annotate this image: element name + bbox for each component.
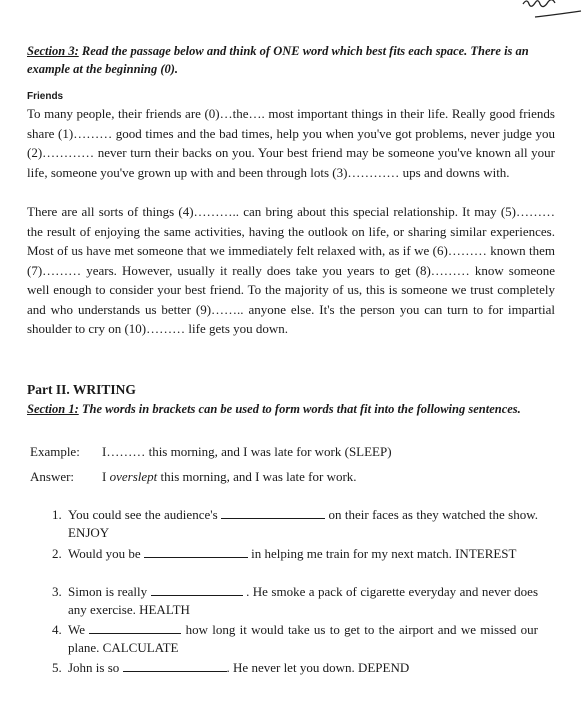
question-number: 4. — [52, 622, 62, 637]
passage-paragraph-1: To many people, their friends are (0)…the…. most important things in their life. Really good friends share (1)……… good times and the bad times, help you when you've got problems, never judge you (2)………… never turn their backs on you. Your best friend may be someone you've known all your life, someone you've grown up with and been through lots (3)………… ups and downs with. — [27, 106, 555, 180]
section1-label: Section 1: — [27, 402, 79, 416]
example-label: Example: — [30, 444, 80, 459]
answer-pre: I — [102, 469, 110, 484]
question-text-before: Would you be — [68, 546, 144, 561]
question-3 — [52, 583, 538, 619]
answer-blank[interactable] — [151, 584, 243, 596]
answer-blank[interactable] — [221, 507, 325, 519]
section1-heading — [27, 400, 557, 418]
question-5 — [52, 659, 538, 677]
question-text-after: . He never let you down. DEPEND — [226, 660, 410, 675]
part2-heading: Part II. WRITING — [27, 382, 136, 397]
answer-post: this morning, and I was late for work. — [157, 469, 357, 484]
answer-blank[interactable] — [89, 622, 181, 634]
example-row — [30, 444, 392, 460]
passage-title: Friends — [27, 91, 64, 102]
answer-blank[interactable] — [144, 546, 248, 558]
answer-word: overslept — [109, 469, 158, 484]
question-number: 2. — [52, 546, 62, 561]
question-1 — [52, 506, 538, 542]
question-text-before: You could see the audience's — [68, 507, 222, 522]
question-number: 3. — [52, 584, 62, 599]
section3-instruction: Read the passage below and think of ONE word which best fits each space. There is an example at the beginning (0). — [27, 44, 529, 76]
answer-row — [30, 469, 357, 485]
answer-label: Answer: — [30, 469, 75, 484]
question-number: 1. — [52, 507, 62, 522]
section3-heading — [27, 42, 557, 78]
pen-scribble-mark — [503, 0, 583, 22]
question-text-after: how long it would take us to get to the airport and we missed our plane. CALCULATE — [68, 622, 539, 655]
question-4 — [52, 621, 538, 657]
section1-instruction: The words in brackets can be used to form words that fit into the following sentences. — [78, 402, 521, 416]
example-text: I……… this morning, and I was late for work (SLEEP) — [102, 444, 392, 459]
passage-paragraph-2: There are all sorts of things (4)……….. can bring about this special relationship. It may (5)……… the result of enjoying the same activities, having the outlook on life, or sharing similar experiences. Most of us have met someone that we immediately felt relaxed with, as if we (6)……… known them (7)……… years. However, usually it really does take you years to get (8)……… know someone well enough to consider your best friend. To the majority of us, this is someone we trust completely and who understands us better (9)…….. anyone else. It's the person you can turn to for impartial shoulder to cry on (10)……… life gets you down. — [27, 204, 555, 336]
question-text-after: on their faces as they watched the show. ENJOY — [68, 507, 539, 540]
question-text-after: in helping me train for my next match. INTEREST — [247, 546, 517, 561]
question-text-before: We — [68, 622, 90, 637]
question-text-after: . He smoke a pack of cigarette everyday and never does any exercise. HEALTH — [68, 584, 539, 617]
question-text-before: John is so — [68, 660, 123, 675]
section3-label: Section 3: — [27, 44, 79, 58]
question-2 — [52, 545, 538, 563]
question-number: 5. — [52, 660, 62, 675]
answer-blank[interactable] — [123, 660, 227, 672]
question-text-before: Simon is really — [68, 584, 151, 599]
